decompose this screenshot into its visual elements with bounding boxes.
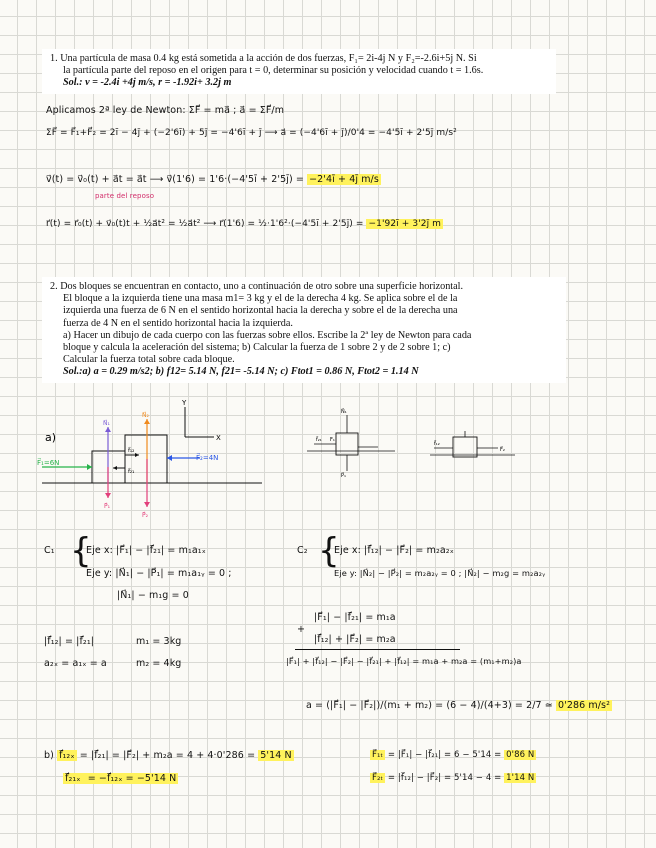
system-plus: +	[297, 624, 306, 635]
ft1-result: 0'86 N	[506, 750, 535, 760]
svg-text:F₁: F₁	[330, 437, 335, 443]
problem1-line1: 1. Una partícula de masa 0.4 kg está sometida a la acción de dos fuerzas, F₁= 2i-4j N y F₂=-2.6i+5j N. Si	[50, 53, 477, 64]
c2-brace: {	[318, 531, 340, 571]
f12-expression: = |f⃗₂₁| = |F⃗₂| + m₂a = 4 + 4·0'286 =	[76, 750, 259, 761]
problem2-solution: Sol.:a) a = 0.29 m/s2; b) f12= 5.14 N, f21= -5.14 N; c) Ftot1 = 0.86 N, Ftot2 = 1.14 N	[63, 366, 419, 378]
problem2-line4: fuerza de 4 N en el sentido horizontal hacia la izquierda.	[63, 317, 293, 329]
svg-text:N⃗₁: N⃗₁	[341, 409, 347, 415]
c2-y-equation: Eje y: |N⃗₂| − |P⃗₂| = m₂a₂ᵧ = 0 ; |N⃗₂| − m₂g = m₂a₂ᵧ	[334, 568, 546, 578]
free-body-block2	[430, 431, 515, 457]
problem2-line1: 2. Dos bloques se encuentran en contacto, uno a continuación de otro sobre una superficie horizontal.	[50, 281, 464, 292]
part-a-label: a)	[45, 431, 57, 444]
newton-law-line: Aplicamos 2ª ley de Newton: ΣF⃗ = ma⃗ ; a⃗ = ΣF⃗/m	[46, 105, 285, 116]
ft1-expression: = |F⃗₁| − |f⃗₂₁| = 6 − 5'14 =	[385, 750, 505, 760]
part-b-f21	[63, 773, 178, 784]
f12-label: f⃗₁₂	[128, 448, 135, 454]
problem2-line7: Calcular la fuerza total sobre cada bloque.	[63, 354, 235, 366]
acceleration-result: 0'286 m/s²	[557, 700, 610, 711]
problem1-solution: Sol.: v = -2.4i +4j m/s, r = -1.92i+ 3.2j m	[63, 77, 232, 89]
mass1: m₁ = 3kg	[136, 636, 182, 647]
c1-brace: {	[70, 531, 92, 571]
c1-x-equation: Eje x: |F⃗₁| − |f⃗₂₁| = m₁a₁ₓ	[86, 545, 206, 556]
problem2-line3: izquierda una fuerza de 6 N en el sentido horizontal hacia la derecha y sobre el de la derecha una	[63, 305, 458, 317]
velocity-expression: v⃗(t) = v⃗₀(t) + a⃗t = a⃗t ⟶ v⃗(1'6) = 1'6·(−4'5ī + 2'5ȷ̄) =	[46, 174, 308, 185]
axis-y-label: Y	[182, 399, 187, 407]
c1-y-equation: Eje y: |N⃗₁| − |P⃗₁| = m₁a₁ᵧ = 0 ;	[86, 568, 232, 579]
velocity-line	[46, 174, 381, 185]
svg-text:f⃗₁₂: f⃗₁₂	[434, 441, 440, 447]
ft2-symbol: F⃗₂ₜ	[372, 773, 384, 783]
svg-text:F⃗₂: F⃗₂	[500, 447, 505, 453]
n2-label: N⃗₂	[142, 412, 149, 419]
c2-x-equation: Eje x: |f⃗₁₂| − |F⃗₂| = m₂a₂ₓ	[334, 545, 454, 556]
system-eq3: |F⃗₁| + |f⃗₁₂| − |F⃗₂| − |f⃗₂₁| + |f⃗₁₂| = m₁a + m₂a = (m₁+m₂)a	[286, 656, 522, 666]
axis-x-label: X	[216, 434, 221, 442]
c1-label: C₁	[44, 545, 55, 556]
position-line	[46, 219, 443, 229]
p2-label: P⃗₂	[142, 512, 149, 519]
problem2-line2: El bloque a la izquierda tiene una masa m1= 3 kg y el de la derecha 4 kg. Se aplica sobre el de la	[63, 293, 458, 305]
rest-note: parte del reposo	[95, 192, 155, 200]
acceleration-equality: a₂ₓ = a₁ₓ = a	[44, 658, 107, 669]
svg-text:P⃗₁: P⃗₁	[341, 473, 347, 479]
total-force-2	[370, 773, 536, 783]
position-result: −1'92ī + 3'2ȷ̄ m	[368, 219, 441, 229]
problem2-box	[42, 277, 566, 383]
system-eq2: |f⃗₁₂| + |F⃗₂| = m₂a	[314, 634, 396, 645]
f12-symbol: f⃗₁₂ₓ	[59, 750, 75, 761]
part-b-label: b)	[44, 750, 54, 761]
free-body-block1	[307, 408, 395, 479]
position-expression: r⃗(t) = r⃗₀(t) + v⃗₀(t)t + ½a⃗t² = ½a⃗t² ⟶ r⃗(1'6) = ½·1'6²·(−4'5ī + 2'5ȷ̄) =	[46, 219, 367, 229]
problem2-line5: a) Hacer un dibujo de cada cuerpo con las fuerzas sobre ellos. Escribe la 2ª ley de Newton para cada	[63, 329, 472, 341]
c1-y-equation-2: |N⃗₁| − m₁g = 0	[117, 590, 189, 601]
system-sum-line	[295, 649, 460, 650]
force-sum-line: ΣF⃗ = F⃗₁+F⃗₂ = 2ī − 4ȷ̄ + (−2'6ī) + 5ȷ̄ = −4'6ī + ȷ̄ ⟶ a⃗ = (−4'6ī + ȷ̄)/0'4 = −4'5ī + 2'5ȷ̄ m/s²	[46, 128, 457, 138]
block-right	[125, 435, 167, 483]
velocity-result: −2'4ī + 4ȷ̄ m/s	[309, 174, 379, 185]
f21-label: f⃗₂₁	[128, 469, 135, 475]
total-force-1	[370, 750, 536, 760]
ft1-symbol: F⃗₁ₜ	[372, 750, 384, 760]
ft2-expression: = |f⃗₁₂| − |F⃗₂| = 5'14 − 4 =	[385, 773, 505, 783]
acceleration-result-line	[306, 700, 612, 711]
p1-label: P⃗₁	[104, 503, 111, 510]
f21-symbol: f⃗₂₁ₓ	[65, 773, 81, 784]
problem1-box	[42, 49, 556, 94]
part-b-f12	[44, 750, 294, 761]
system-eq1: |F⃗₁| − |f⃗₂₁| = m₁a	[314, 612, 396, 623]
acceleration-expression: a = (|F⃗₁| − |F⃗₂|)/(m₁ + m₂) = (6 − 4)/(4+3) = 2/7 ≃	[306, 700, 556, 711]
problem2-line6: bloque y calcula la aceleración del sistema; b) Calcular la fuerza de 1 sobre 2 y de 2 sobre 1; c)	[63, 342, 451, 354]
ft2-result: 1'14 N	[506, 773, 535, 783]
c2-label: C₂	[297, 545, 308, 556]
f2-label: F⃗₂=4N	[196, 454, 219, 462]
n1-label: N⃗₁	[103, 420, 110, 427]
mass2: m₂ = 4kg	[136, 658, 182, 669]
f12-result: 5'14 N	[260, 750, 292, 761]
contact-force-equality: |f⃗₁₂| = |f⃗₂₁|	[44, 636, 95, 647]
force-diagram	[0, 395, 656, 525]
svg-text:f⃗₂₁: f⃗₂₁	[316, 437, 322, 443]
f21-result: = −f⃗₁₂ₓ = −5'14 N	[84, 773, 177, 784]
problem1-line2: la partícula parte del reposo en el origen para t = 0, determinar su posición y velocidad cuando t = 1.6s.	[63, 65, 484, 77]
f1-label: F⃗₁=6N	[37, 459, 60, 467]
